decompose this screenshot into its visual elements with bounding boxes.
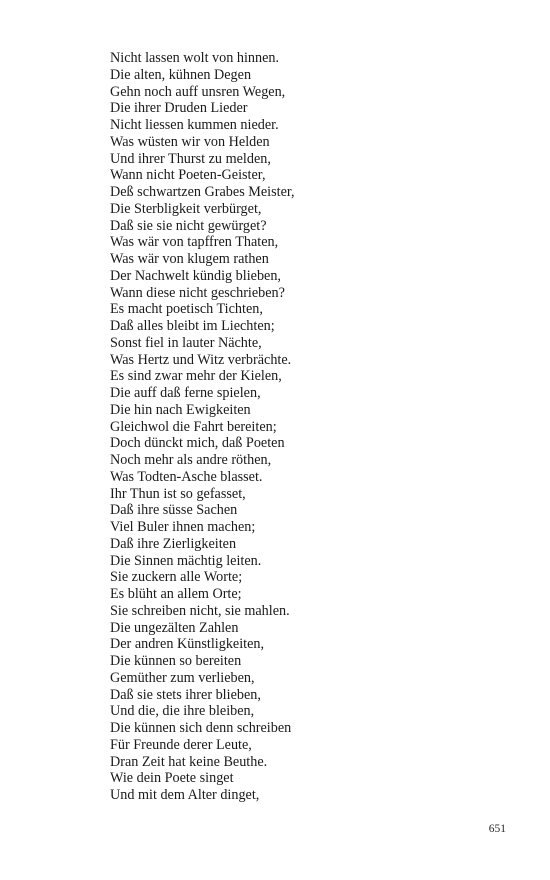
poem-line: Daß sie stets ihrer blieben, bbox=[110, 686, 261, 703]
poem-line: Was Hertz und Witz verbrächte. bbox=[110, 351, 292, 368]
poem-line: Wann diese nicht geschrieben? bbox=[110, 284, 285, 301]
poem-line: Die ihrer Druden Lieder bbox=[110, 100, 248, 117]
poem-line: Daß sie sie nicht gewürget? bbox=[110, 217, 267, 234]
poem-line: Ihr Thun ist so gefasset, bbox=[110, 485, 246, 502]
page-number: 651 bbox=[488, 823, 506, 835]
poem-line: Die alten, kühnen Degen bbox=[110, 66, 252, 83]
poem-line: Die Sterbligkeit verbürget, bbox=[110, 200, 262, 217]
poem-line: Wann nicht Poeten-Geister, bbox=[110, 167, 266, 184]
poem-line: Was Todten-Asche blasset. bbox=[110, 468, 263, 485]
poem-line: Wie dein Poete singet bbox=[110, 770, 234, 787]
poem-line: Es macht poetisch Tichten, bbox=[110, 301, 263, 318]
poem-line: Dran Zeit hat keine Beuthe. bbox=[110, 753, 268, 770]
poem-text bbox=[110, 50, 295, 804]
poem-line: Gehn noch auff unsren Wegen, bbox=[110, 83, 286, 100]
poem-line: Viel Buler ihnen machen; bbox=[110, 519, 256, 535]
poem-line: Es blüht an allem Orte; bbox=[110, 586, 242, 602]
poem-line: Doch dünckt mich, daß Poeten bbox=[110, 435, 285, 452]
poem-line: Die künnen sich denn schreiben bbox=[110, 720, 292, 736]
poem-line: Nicht liessen kummen nieder. bbox=[110, 117, 279, 133]
poem-line: Für Freunde derer Leute, bbox=[110, 736, 252, 753]
poem-line: Die auff daß ferne spielen, bbox=[110, 385, 261, 401]
poem-line: Was wär von tapffren Thaten, bbox=[110, 234, 279, 251]
poem-line: Daß ihre süsse Sachen bbox=[110, 502, 238, 519]
poem-line: Und mit dem Alter dinget, bbox=[110, 787, 260, 803]
poem-line: Was wüsten wir von Helden bbox=[110, 133, 270, 150]
poem-line: Daß ihre Zierligkeiten bbox=[110, 535, 237, 552]
poem-line: Die Sinnen mächtig leiten. bbox=[110, 552, 262, 569]
poem-line: Nicht lassen wolt von hinnen. bbox=[110, 50, 280, 66]
poem-line: Deß schwartzen Grabes Meister, bbox=[110, 184, 295, 200]
poem-line: Und ihrer Thurst zu melden, bbox=[110, 150, 271, 167]
poem-line: Es sind zwar mehr der Kielen, bbox=[110, 368, 282, 385]
poem-line: Die künnen so bereiten bbox=[110, 653, 242, 669]
poem-line: Und die, die ihre bleiben, bbox=[110, 703, 255, 720]
poem-line: Was wär von klugem rathen bbox=[110, 251, 269, 267]
poem-line: Daß alles bleibt im Liechten; bbox=[110, 318, 275, 334]
poem-line: Der andren Künstligkeiten, bbox=[110, 636, 265, 653]
poem-line: Die hin nach Ewigkeiten bbox=[110, 401, 251, 418]
poem-line: Gemüther zum verlieben, bbox=[110, 669, 255, 686]
poem-line: Die ungezälten Zahlen bbox=[110, 619, 239, 636]
poem-line: Gleichwol die Fahrt bereiten; bbox=[110, 418, 277, 435]
poem-line: Sie schreiben nicht, sie mahlen. bbox=[110, 602, 290, 619]
poem-line: Noch mehr als andre röthen, bbox=[110, 452, 272, 468]
poem-line: Sonst fiel in lauter Nächte, bbox=[110, 334, 262, 351]
poem-line: Sie zuckern alle Worte; bbox=[110, 569, 243, 586]
poem-line: Der Nachwelt kündig blieben, bbox=[110, 267, 281, 284]
